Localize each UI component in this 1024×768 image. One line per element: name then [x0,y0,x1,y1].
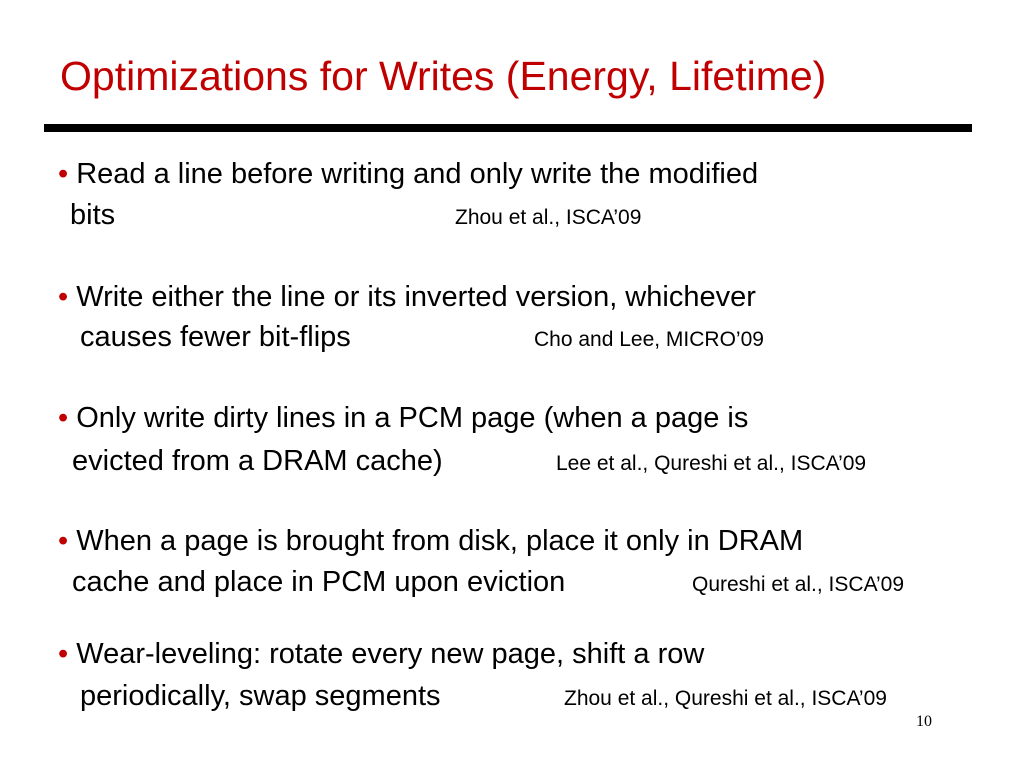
slide-title: Optimizations for Writes (Energy, Lifetime) [60,53,827,99]
bullet-4-citation: Qureshi et al., ISCA’09 [692,573,905,596]
bullet-4-marker: • [58,525,69,557]
bullet-1-text-1: Read a line before writing and only write the modified [76,158,759,190]
bullet-2-marker: • [58,281,69,313]
bullet-3-citation: Lee et al., Qureshi et al., ISCA’09 [556,452,867,475]
page-number: 10 [916,713,932,730]
bullet-3-line-1 [58,401,748,435]
bullet-1-line-1 [58,157,758,191]
bullet-1-marker: • [58,158,69,190]
bullet-1-text-2: bits [70,199,116,231]
bullet-2-citation: Cho and Lee, MICRO’09 [534,328,764,351]
bullet-5-line-1 [58,637,704,671]
bullet-2-text-1: Write either the line or its inverted version, whichever [76,281,756,313]
bullet-2-text-2: causes fewer bit-flips [80,321,351,353]
bullet-4-line-1 [58,524,803,558]
bullet-3-text-2: evicted from a DRAM cache) [72,445,443,477]
bullet-5-text-2: periodically, swap segments [80,680,441,712]
bullet-3-line-2 [72,444,443,478]
bullet-5-citation: Zhou et al., Qureshi et al., ISCA’09 [564,687,887,710]
bullet-3-marker: • [58,402,69,434]
bullet-5-line-2 [80,679,441,713]
bullet-1-line-2 [70,198,115,232]
bullet-2-line-2 [80,320,351,354]
bullet-4-text-1: When a page is brought from disk, place it only in DRAM [76,525,804,557]
bullet-1-citation: Zhou et al., ISCA’09 [455,206,642,229]
bullet-5-marker: • [58,638,69,670]
bullet-4-text-2: cache and place in PCM upon eviction [72,566,566,598]
bullet-3-text-1: Only write dirty lines in a PCM page (when a page is [76,402,749,434]
bullet-4-line-2 [72,565,565,599]
bullet-5-text-1: Wear-leveling: rotate every new page, shift a row [76,638,705,670]
bullet-2-line-1 [58,280,756,314]
title-divider [44,124,972,132]
